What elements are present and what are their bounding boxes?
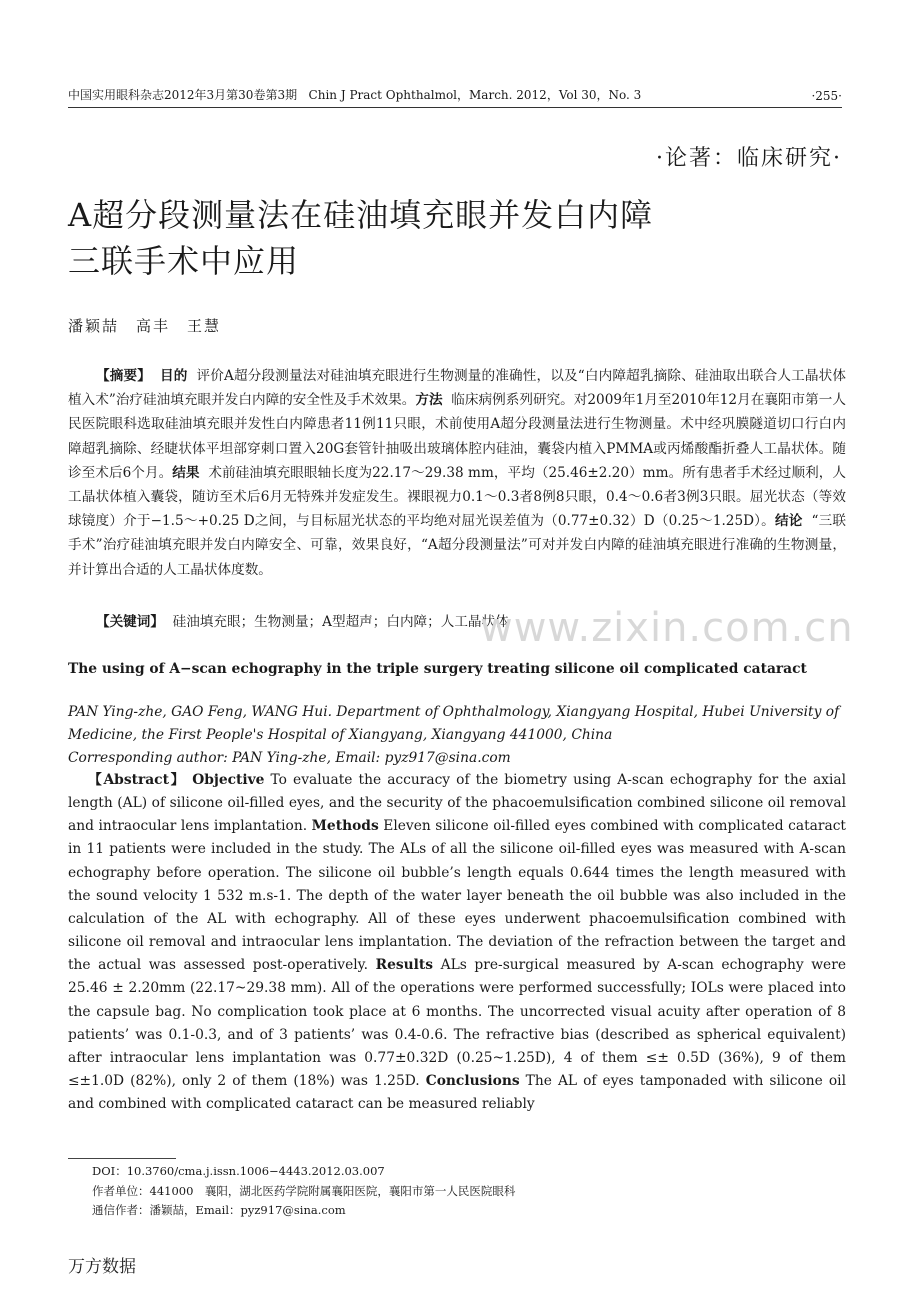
- footnote-divider: [68, 1158, 176, 1159]
- objective-label-en: Objective: [192, 772, 265, 788]
- section-label: ·论著：临床研究·: [656, 146, 842, 171]
- authors-en: [68, 701, 846, 770]
- conclusions-text-en: The AL of eyes tamponaded with silicone oil and combined with complicated cataract can be measured reliably: [68, 1073, 846, 1113]
- journal-name-en: Chin J Pract Ophthalmol，March. 2012，Vol 30，No. 3: [308, 88, 642, 102]
- doi-footnote: DOI：10.3760/cma.j.issn.1006−4443.2012.03.007: [92, 1164, 385, 1178]
- running-header: [68, 86, 842, 108]
- conclusion-label-cn: 结论: [774, 513, 803, 530]
- abstract-en: [68, 769, 846, 1116]
- article-title: [68, 192, 653, 284]
- methods-text-en: Eleven silicone oil-filled eyes combined with complicated cataract in 11 patients were included in the study. The ALs of all the silicone oil-filled eyes was measured with A-scan echography before operation. The silicone oil bubble’s length equals 0.644 times the length measured with the sound velocity 1 532 m.s-1. The depth of the water layer beneath the oil bubble was also included in the calculation of the AL with echography. All of these eyes underwent phacoemulsification combined with silicone oil removal and intraocular lens implantation. The deviation of the refraction between the target and the actual was assessed post-operatively.: [68, 818, 846, 974]
- objective-text-en: To evaluate the accuracy of the biometry using A-scan echography for the axial length (AL) of silicone oil-filled eyes, and the security of the phacoemulsification combined silicone oil removal and intraocular lens implantation.: [68, 772, 847, 835]
- methods-label-cn: 方法: [415, 392, 443, 409]
- page-number: ·255·: [811, 89, 842, 103]
- results-text-en: ALs pre-surgical measured by A-scan echography were 25.46 ± 2.20mm (22.17~29.38 mm). All of the operations were performed successfully; IOLs were placed into the capsule bag. No complication took place at 6 months. The uncorrected visual acuity after operation of 8 patients’ was 0.1-0.3, and of 3 patients’ was 0.4-0.6. The refractive bias (described as spherical equivalent) after intraocular lens implantation was 0.77±0.32D (0.25~1.25D), 4 of them ≤± 0.5D (36%), 9 of them ≤±1.0D (82%), only 2 of them (18%) was 1.25D.: [68, 957, 846, 1090]
- abstract-cn-label: 【摘要】: [96, 368, 152, 384]
- objective-label-cn: 目的: [159, 368, 188, 384]
- corresponding-author-en: Corresponding author: PAN Ying-zhe, Email: pyz917@sina.com: [68, 750, 511, 766]
- objective-text-cn: 评价A超分段测量法对硅油填充眼进行生物测量的准确性，以及“白内障超乳摘除、硅油取出联合人工晶状体植入术”治疗硅油填充眼并发白内障的安全性及手术效果。: [68, 368, 847, 409]
- wanfang-data-mark: 万方数据: [68, 1257, 136, 1277]
- affiliation-footnote: 作者单位：441000 襄阳，湖北医药学院附属襄阳医院，襄阳市第一人民医院眼科: [92, 1183, 516, 1198]
- authors-affiliation-en: PAN Ying-zhe, GAO Feng, WANG Hui. Department of Ophthalmology, Xiangyang Hospital, Hubei University of Medicine, the First People's Hospital of Xiangyang, Xiangyang 441000, China: [68, 704, 840, 743]
- conclusion-text-cn: “三联手术”治疗硅油填充眼并发白内障安全、可靠，效果良好，“A超分段测量法”可对并发白内障的硅油填充眼进行准确的生物测量，并计算出合适的人工晶状体度数。: [68, 513, 847, 578]
- methods-label-en: Methods: [311, 818, 379, 835]
- methods-text-cn: 临床病例系列研究。对2009年1月至2010年12月在襄阳市第一人民医院眼科选取硅油填充眼并发性白内障患者11例11只眼，术前使用A超分段测量法进行生物测量。术中经巩膜隧道切口行白内障超乳摘除、经睫状体平坦部穿刺口置入20G套管针抽吸出玻璃体腔内硅油，囊袋内植入PMMA或丙烯酸酯折叠人工晶状体。随诊至术后6个月。: [68, 392, 846, 481]
- keywords-label-cn: 【关键词】: [96, 614, 164, 630]
- footnotes: [92, 1162, 515, 1221]
- abstract-cn: [68, 364, 846, 582]
- results-label-cn: 结果: [172, 464, 200, 481]
- conclusions-label-en: Conclusions: [425, 1073, 520, 1090]
- authors-cn: 潘颖喆 高丰 王慧: [68, 317, 222, 335]
- journal-citation: [68, 86, 641, 103]
- results-text-cn: 术前硅油填充眼眼轴长度为22.17～29.38 mm，平均（25.46±2.20）mm。所有患者手术经过顺利，人工晶状体植入囊袋，随访至术后6月无特殊并发症发生。裸眼视力0.1～0.3者8例8只眼，0.4～0.6者3例3只眼。屈光状态（等效球镜度）介于−1.5～+0.25 D之间，与目标屈光状态的平均绝对屈光误差值为（0.77±0.32）D（0.25～1.25D）。: [68, 464, 847, 530]
- keywords-cn: [96, 610, 509, 630]
- abstract-en-label: 【Abstract】: [88, 772, 187, 788]
- keywords-text-cn: 硅油填充眼；生物测量；A型超声；白内障；人工晶状体: [172, 614, 509, 630]
- results-label-en: Results: [375, 957, 434, 974]
- article-title-en: The using of A−scan echography in the triple surgery treating silicone oil complicated cataract: [68, 661, 807, 677]
- article-title-line-2: 三联手术中应用: [68, 242, 300, 280]
- correspondence-footnote: 通信作者：潘颖喆，Email：pyz917@sina.com: [92, 1203, 346, 1217]
- article-title-line-1: A超分段测量法在硅油填充眼并发白内障: [68, 196, 654, 234]
- watermark: www.zixin.com.cn: [480, 605, 854, 651]
- journal-name-cn: 中国实用眼科杂志2012年3月第30卷第3期: [68, 88, 298, 102]
